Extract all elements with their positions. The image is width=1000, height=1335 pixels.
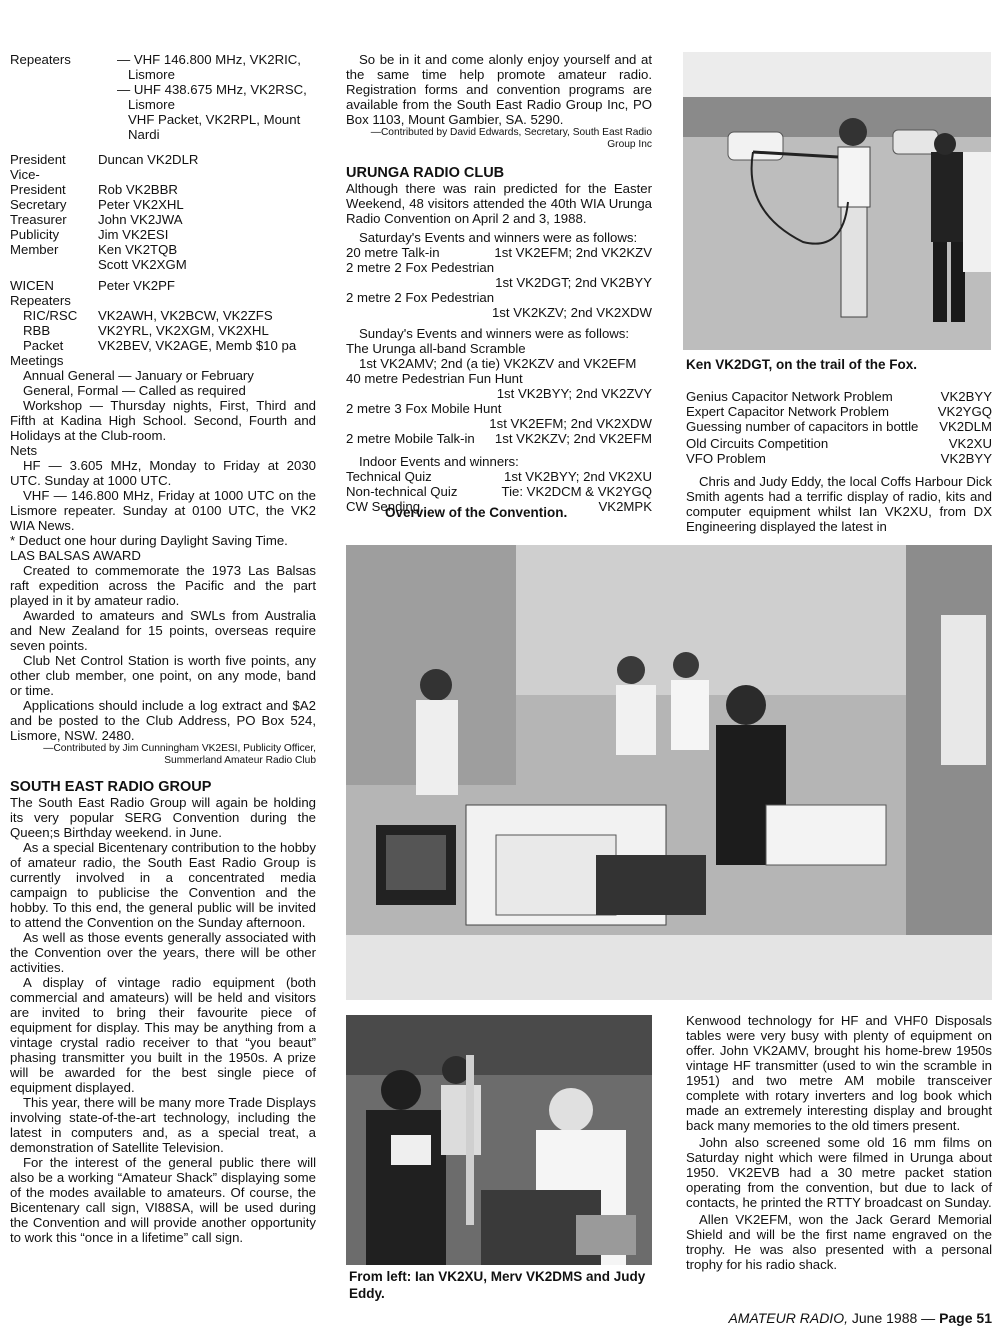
saturday-intro: Saturday's Events and winners were as follows: <box>359 230 638 245</box>
page-number: Page 51 <box>939 1310 992 1326</box>
repeater-line: VHF Packet, VK2RPL, Mount <box>128 112 301 127</box>
urunga-paragraph: Kenwood technology for HF and VHF0 Disposals tables were very busy with plenty of equipment on offer. John VK2AMV, brought his home-brew 1950s vintage HF transmitter (used to win the scramble in 1951) and two metre AM mobile transceiver complete with rotary inverters and log book which made an extremely interesting display and brought back many memories to the old timers present. <box>686 1013 992 1133</box>
repeaters2-list <box>10 308 316 353</box>
meeting-line: General, Formal — Called as required <box>23 383 246 398</box>
competition-row: Guessing number of capacitors in bottle VK2DLM <box>686 419 992 434</box>
page-footer <box>728 1311 992 1326</box>
serg-credit: —Contributed by David Edwards, Secretary, South East Radio Group Inc <box>370 127 652 150</box>
officer-row: Vice- <box>10 167 40 182</box>
convention-overview-image <box>346 545 992 1000</box>
event-row: 2 metre Mobile Talk-in 1st VK2KZV; 2nd VK2EFM <box>346 431 652 446</box>
repeater-line: — VHF 146.800 MHz, VK2RIC, <box>117 52 301 67</box>
event-result: 1st VK2KZV; 2nd VK2XDW <box>491 305 652 320</box>
event-name: 2 metre 2 Fox Pedestrian <box>346 290 495 305</box>
right-column-bottom <box>686 1013 992 1272</box>
officer-row: Secretary Peter VK2XHL <box>10 197 184 212</box>
urunga-paragraph: Allen VK2EFM, won the Jack Gerard Memorial Shield and will be the first name engraved on the trophy. He was also presented with a personal trophy for his radio shack. <box>686 1212 992 1272</box>
serg-paragraph-registration: So be in it and come alonly enjoy yourself and at the same time help promote amateur radio. Registration forms and convention programs are available from the South East Radio Group Inc, PO Box 1103, Mount Gambier, SA. 5290. <box>346 52 652 127</box>
repeater-line: Lismore <box>128 97 175 112</box>
competition-row: Genius Capacitor Network Problem VK2BYY <box>686 389 992 404</box>
serg-paragraph: For the interest of the general public there will also be a working “Amateur Shack” displaying some of the modes available to amateurs. Of course, the Bicentenary call sign, VI88SA, will be used during the Convention and will provide another opportunity to work this “once in a lifetime” call sign. <box>10 1155 316 1245</box>
bottom-photo <box>346 1015 652 1265</box>
officer-row: President Duncan VK2DLR <box>10 152 199 167</box>
repeater-line: — UHF 438.675 MHz, VK2RSC, <box>117 82 307 97</box>
event-result: 1st VK2DGT; 2nd VK2BYY <box>495 275 652 290</box>
repeater-line: Lismore <box>128 67 175 82</box>
serg-paragraph: A display of vintage radio equipment (both commercial and amateurs) will be held and visitors are invited to bring their favourite piece of equipment for display. This may be anything from a vintage crystal radio receiver to that “you beaut” phasing transmitter you built in the 1950s. A prize will be awarded for the best single piece of equipment displayed. <box>10 975 316 1095</box>
fox-hunt-image <box>683 52 991 350</box>
bottom-image <box>346 1015 652 1265</box>
meeting-line: Workshop — Thursday nights, First, Third and Fifth at Kadina High School. Second, Fourth and Holidays at the Club-room. <box>10 398 316 443</box>
event-result: 1st VK2AMV; 2nd (a tie) VK2KZV and VK2EFM <box>359 356 637 371</box>
event-row: 20 metre Talk-in 1st VK2EFM; 2nd VK2KZV <box>346 245 652 260</box>
repeaters-list <box>117 52 316 142</box>
urunga-paragraph: John also screened some old 16 mm films on Saturday night which were filmed in Urunga about 1950. VK2EVB had a 30 metre packet station operating from the convention, but due to lack of contacts, he printed the RTTY broadcast on Sunday. <box>686 1135 992 1210</box>
repeaters2-label: Repeaters <box>10 293 71 308</box>
officer-row: President Rob VK2BBR <box>10 182 178 197</box>
issue-date: June 1988 — <box>851 1310 936 1326</box>
sunday-events <box>346 341 652 446</box>
event-name: 40 metre Pedestrian Fun Hunt <box>346 371 523 386</box>
saturday-events <box>346 245 652 320</box>
award-paragraph: Created to commemorate the 1973 Las Balsas raft expedition across the Pacific and the part played in it by amateur radio. <box>10 563 316 608</box>
repeater2-row: RBB VK2YRL, VK2XGM, VK2XHL <box>23 323 269 338</box>
urunga-paragraph: Chris and Judy Eddy, the local Coffs Harbour Dick Smith agents had a terrific display of radio, kits and computer equipment whilst Ian VK2XU, from DX Engineering displayed the latest in <box>686 474 992 534</box>
net-line: VHF — 146.800 MHz, Friday at 1000 UTC on the Lismore repeater. Sunday at 0100 UTC, the VK2 WIA News. <box>10 488 316 533</box>
urunga-intro: Although there was rain predicted for the Easter Weekend, 48 visitors attended the 40th WIA Urunga Radio Convention on April 2 and 3, 1988. <box>346 181 652 226</box>
serg-intro: The South East Radio Group will again be holding its very popular SERG Convention during the Queen;s Birthday weekend. in June. <box>10 795 316 840</box>
repeater2-row: Packet VK2BEV, VK2AGE, Memb $10 pa <box>23 338 297 353</box>
award-paragraph: Awarded to amateurs and SWLs from Australia and New Zealand for 15 points, overseas require seven points. <box>10 608 316 653</box>
event-name: 2 metre 3 Fox Mobile Hunt <box>346 401 502 416</box>
meetings-label: Meetings <box>10 353 64 368</box>
repeaters-label: Repeaters <box>10 52 71 67</box>
left-column <box>10 52 316 1245</box>
serg-paragraph: As a special Bicentenary contribution to the hobby of amateur radio, the South East Radio Group is currently involved in a concentrated media campaign to publicise the Convention and the hobby. To this end, the general public will be invited to attend the Convention on the Sunday afternoon. <box>10 840 316 930</box>
serg-heading: SOUTH EAST RADIO GROUP <box>10 779 212 795</box>
contributor-credit: —Contributed by Jim Cunningham VK2ESI, Publicity Officer, Summerland Amateur Radio Club <box>43 743 316 766</box>
event-row: Technical Quiz 1st VK2BYY; 2nd VK2XU <box>346 469 652 484</box>
convention-overview-photo <box>346 545 992 1000</box>
repeater2-row: RIC/RSC VK2AWH, VK2BCW, VK2ZFS <box>23 308 273 323</box>
award-heading: LAS BALSAS AWARD <box>10 548 141 563</box>
dst-note: * Deduct one hour during Daylight Saving Time. <box>10 533 288 548</box>
serg-paragraph: This year, there will be many more Trade Displays involving state-of-the-art technology, including the latest in computers and, as a special treat, a demonstration of Satellite Television. <box>10 1095 316 1155</box>
event-name: 2 metre 2 Fox Pedestrian <box>346 260 495 275</box>
event-row: Non-technical Quiz Tie: VK2DCM & VK2YGQ <box>346 484 652 499</box>
urunga-heading: URUNGA RADIO CLUB <box>346 165 505 181</box>
officers-list <box>10 152 316 293</box>
officer-row: Publicity Jim VK2ESI <box>10 227 169 242</box>
competition-row: VFO Problem VK2BYY <box>686 451 992 466</box>
competition-row: Expert Capacitor Network Problem VK2YGQ <box>686 404 992 419</box>
competition-row: Old Circuits Competition VK2XU <box>686 436 992 451</box>
fox-hunt-photo <box>683 52 991 350</box>
competitions-list <box>686 389 992 534</box>
meeting-line: Annual General — January or February <box>23 368 254 383</box>
event-result: 1st VK2EFM; 2nd VK2XDW <box>489 416 652 431</box>
event-row: CW Sending VK2MPK <box>346 499 652 514</box>
repeaters-block <box>10 52 316 142</box>
event-result: 1st VK2BYY; 2nd VK2ZVY <box>496 386 652 401</box>
officer-row: WICEN Peter VK2PF <box>10 278 175 293</box>
indoor-intro: Indoor Events and winners: <box>359 454 519 469</box>
repeater-line: Nardi <box>128 127 160 142</box>
officer-row: Treasurer John VK2JWA <box>10 212 183 227</box>
sunday-intro: Sunday's Events and winners were as follows: <box>359 326 630 341</box>
event-name: The Urunga all-band Scramble <box>346 341 526 356</box>
award-paragraph: Applications should include a log extract and $A2 and be posted to the Club Address, PO Box 524, Lismore, NSW. 2480. <box>10 698 316 743</box>
officer-row: Scott VK2XGM <box>98 257 187 272</box>
middle-column <box>346 52 652 514</box>
officer-row: Member Ken VK2TQB <box>10 242 178 257</box>
overview-caption: Overview of the Convention. <box>385 505 568 520</box>
serg-paragraph: As well as those events generally associated with the Convention over the years, there will be other activities. <box>10 930 316 975</box>
net-line: HF — 3.605 MHz, Monday to Friday at 2030 UTC. Sunday at 1000 UTC. <box>10 458 316 488</box>
nets-label: Nets <box>10 443 38 458</box>
award-paragraph: Club Net Control Station is worth five points, any other club member, one point, on any mode, band or time. <box>10 653 316 698</box>
fox-caption: Ken VK2DGT, on the trail of the Fox. <box>686 357 918 372</box>
bottom-caption: From left: Ian VK2XU, Merv VK2DMS and Judy Eddy. <box>349 1269 646 1301</box>
magazine-name: AMATEUR RADIO, <box>728 1310 848 1326</box>
